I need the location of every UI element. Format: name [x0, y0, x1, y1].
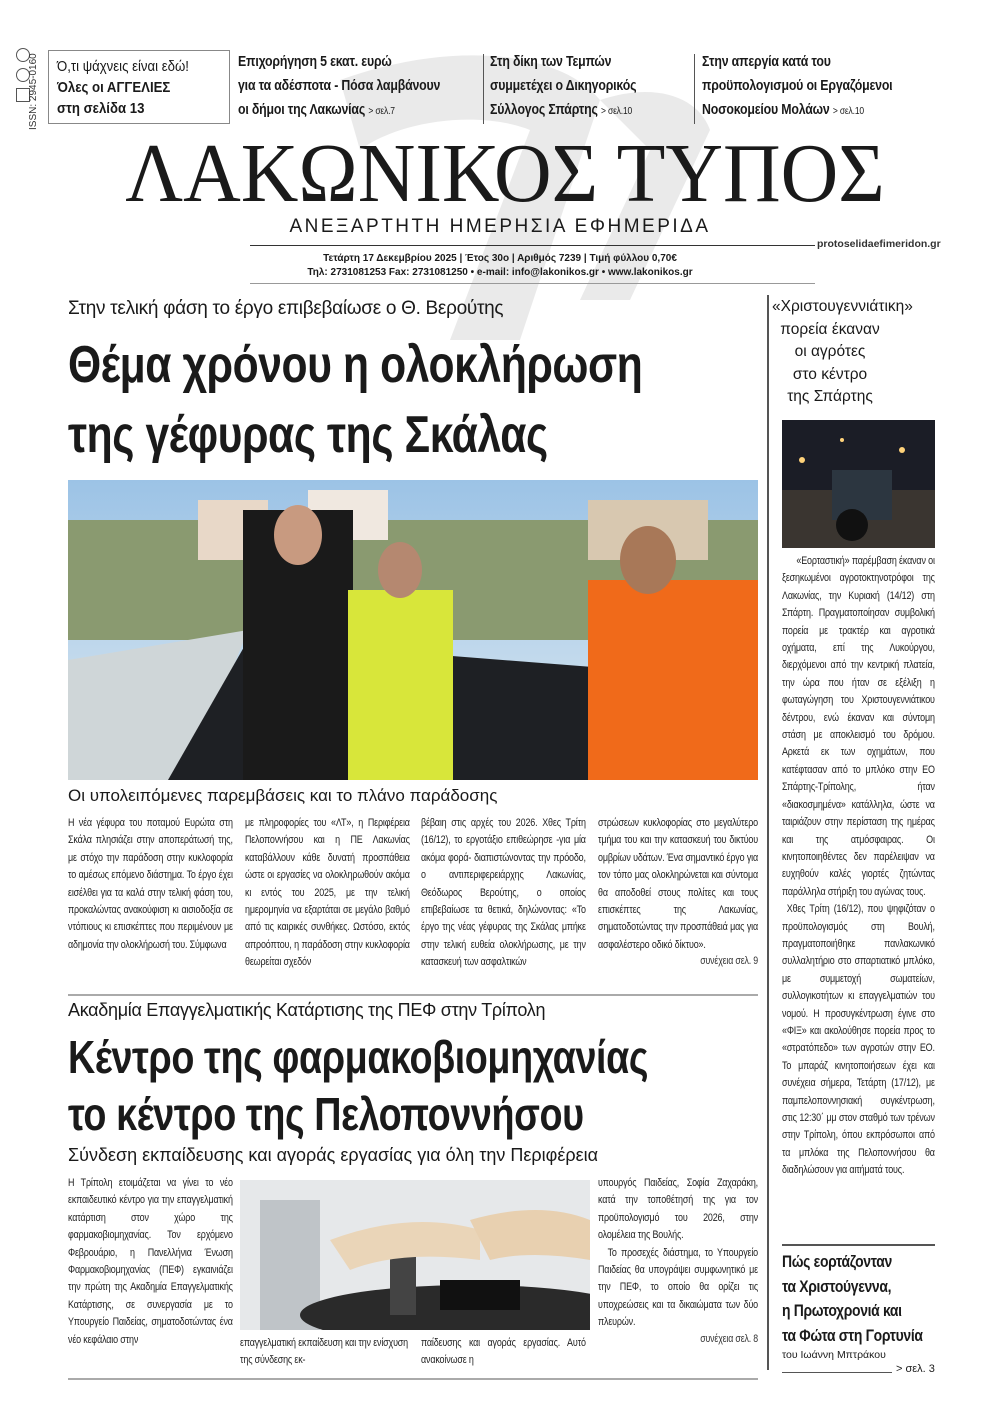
continued-link[interactable]: συνέχεια σελ. 9 [700, 955, 758, 968]
lead-headline-line[interactable]: Θέμα χρόνου η ολοκλήρωση [68, 336, 643, 394]
teaser-line: Στη δίκη των Τεμπών [490, 54, 612, 70]
headline-line: στο κέντρο [792, 365, 868, 383]
lead-subhead: Οι υπολειπόμενες παρεμβάσεις και το πλάνο παράδοσης [68, 786, 498, 805]
sidebar-headline[interactable] [772, 296, 913, 409]
bridge-photo [68, 480, 758, 780]
teaser-line: συμμετέχει ο Δικηγορικός [490, 78, 637, 94]
second-column [598, 1175, 758, 1347]
headline-line: οι αγρότες [794, 343, 866, 360]
paragraph: υπουργός Παιδείας, Σοφία Ζαχαράκη, κατά την τοποθέτησή της για τον προϋπολογισμό του 2026, στην ολομέλεια της Βουλής. [598, 1177, 758, 1242]
lead-column: Η νέα γέφυρα του ποταμού Ευρώτα στη Σκάλα πλησιάζει στην αποπεράτωσή της, με στόχο την παράδοση στην κυκλοφορία το αμέσως επόμενο διάστημα. Το έργο έχει εισέλθει για τα καλά στην τελική φάση του, προκαλώντας ανακούφιση κι αισιοδοξία σε ντόπιους κι επισκέπτες που περιμένουν με αδημονία την ολοκλήρωσή του. Σύμφωνα [68, 817, 233, 951]
headline-line: πορεία έκαναν [780, 320, 880, 338]
paragraph: στρώσεων κυκλοφορίας στο μεγαλύτερο τμήμα του και την κατασκευή του δικτύου ομβρίων υδάτων. Ένα σημαντικό έργο για τον τόπο μας ολοκληρώνεται και σύντομα θα αποδοθεί στους πολίτες και τους επισκέπτες της Λακωνίας, σηματοδοτώντας την προσπάθειά μας για ασφαλέστερο οδικό δίκτυο». [598, 817, 758, 951]
page-ref[interactable]: > σελ. 3 [896, 1363, 935, 1375]
lead-column: βέβαιη στις αρχές του 2026. Χθες Τρίτη (16/12), το εργοτάξιο επιθεώρησε -για μία ακόμα φορά- διαπιστώνοντας την πρόοδο, ο αντιπεριφερειάρχης Λακωνίας, Θεόδωρος Βερούτης, ο οποίος επιβεβαίωσε τα θετικά, δηλώνοντας: «Το έργο της νέας γέφυρας της Σκάλας μπήκε στην τελική ευθεία ολοκλήρωσης, με την κατασκευή των ασφαλτικών [421, 817, 586, 969]
teaser-line: για τα αδέσποτα - Πόσα λαμβάνουν [238, 78, 441, 94]
teaser-line: Νοσοκομείου Μολάων [702, 102, 830, 118]
sidebar-divider [767, 295, 769, 1370]
issue-info: Τετάρτη 17 Δεκεμβρίου 2025 | Έτος 30ο | Αριθμός 7239 | Τιμή φύλλου 0,70€ [323, 253, 677, 264]
dateline [230, 252, 770, 280]
sidebar-body [782, 553, 935, 1180]
page-ref: > σελ.10 [832, 106, 864, 117]
lead-column [598, 815, 758, 969]
teaser-tempi-trial[interactable] [490, 50, 695, 124]
divider [68, 1378, 758, 1380]
divider [782, 1372, 892, 1373]
lead-column: με πληροφορίες του «ΛΤ», η Περιφέρεια Πελοποννήσου και η ΠΕ Λακωνίας καταβάλλουν κάθε δυνατή προσπάθεια ώστε οι εργασίες να ολοκληρωθούν ακόμα κι εντός του 2025, με την τελική ημερομηνία να εξαρτάται σε μεγάλο βαθμό από τις καιρικές συνθήκες. Ωστόσο, εκτός απροόπτου, η παράδοση στην κυκλοφορία θεωρείται σχεδόν [245, 817, 410, 969]
issn-number: ISSN: 2945-0160 [28, 53, 39, 130]
teaser-line: Σύλλογος Σπάρτης [490, 102, 598, 118]
second-column: παίδευσης και αγοράς εργασίας. Αυτό ανακοίνωσε η [421, 1337, 586, 1367]
teaser-line: Επιχορήγηση 5 εκατ. ευρώ [238, 54, 392, 70]
teaser-stray-animals[interactable] [238, 50, 483, 124]
lab-photo [240, 1180, 590, 1330]
continued-link[interactable]: συνέχεια σελ. 8 [700, 1332, 758, 1345]
second-subhead: Σύνδεση εκπαίδευσης και αγοράς εργασίας για όλη την Περιφέρεια [68, 1145, 599, 1165]
headline-line: Πώς εορτάζονταν [782, 1252, 892, 1271]
headline-line: τα Χριστούγεννα, [782, 1276, 892, 1296]
classifieds-promo[interactable] [48, 50, 230, 124]
tagline: ΑΝΕΞΑΡΤΗΤΗ ΗΜΕΡΗΣΙΑ ΕΦΗΜΕΡΙΔΑ [289, 216, 711, 237]
contact-info: Τηλ: 2731081253 Fax: 2731081250 • e-mail: info@lakonikos.gr • www.lakonikos.gr [307, 267, 693, 278]
tractor-protest-photo [782, 420, 935, 548]
second-headline-line[interactable]: το κέντρο της Πελοποννήσου [68, 1088, 584, 1140]
lead-kicker: Στην τελική φάση το έργο επιβεβαίωσε ο Θ. Βερούτης [68, 298, 504, 319]
teaser-line: οι δήμοι της Λακωνίας [238, 102, 366, 118]
issn-block [14, 46, 44, 130]
headline-line: «Χριστουγεννιάτικη» [772, 298, 913, 315]
headline-line: τα Φώτα στη Γορτυνία [782, 1325, 923, 1345]
paragraph: «Εορταστική» παρέμβαση έκαναν οι ξεσηκωμένοι αγροτοκτηνοτρόφοι της Λακωνίας, την Κυριακή (14/12) στη Σπάρτη. Πραγματοποίησαν συμβολική πορεία με τρακτέρ και αγροτικά οχήματα, επί της Λυκούργου, διερχόμενοι από την κεντρική πλατεία, την ώρα που ήταν σε εξέλιξη η φωταγώγηση του Χριστουγεννιάτικου δέντρου, ενώ έκαναν και σύντομη στάση με αποκλεισμό του δρόμου. Αρκετά εκ των οχημάτων, που κατέφτασαν από το μπλόκο στην ΕΟ Σπάρτης-Τρίπολης, ήταν «διακοσμημένα» κατάλληλα, ώστε να ταιριάζουν στην περίσταση της ημέρας και της ατμόσφαιρας. Οι κινητοποιηθέντες δεν παρέλειψαν να ευχηθούν καλές γιορτές ζητώντας παράλληλα στήριξη του αγώνας τους. [782, 555, 935, 898]
divider [694, 54, 695, 124]
second-column: επαγγελματική εκπαίδευση και την ενίσχυση της σύνδεσης εκ- [240, 1337, 408, 1367]
second-kicker: Ακαδημία Επαγγελματικής Κατάρτισης της ΠΕΦ στην Τρίπολη [68, 1000, 546, 1020]
newspaper-title: ΛΑΚΩΝΙΚΟΣ ΤΥΠΟΣ [125, 127, 885, 220]
promo-line: στη σελίδα 13 [57, 100, 145, 117]
gortynia-headline[interactable] [782, 1250, 942, 1348]
headline-line: η Πρωτοχρονιά και [782, 1301, 902, 1320]
paragraph: Το προσεχές διάστημα, το Υπουργείο Παιδείας θα υπογράψει συμφωνητικό με την ΠΕΦ, το οποίο θα ορίζει τις υποχρεώσεις και τα δικαιώματα των δύο πλευρών. [598, 1246, 758, 1329]
page-ref: > σελ.7 [368, 106, 395, 117]
teaser-molaoi-strike[interactable] [702, 50, 942, 124]
paragraph: Χθες Τρίτη (16/12), που ψηφιζόταν ο προϋπολογισμός στη Βουλή, πραγματοποιήθηκε πανλακωνικό συλλαλητήριο στο σπαρτιατικό μπλόκο, με συμμετοχή σωματείων, συλλογικοτήτων κι επαγγελματιών του νομού. Η προσυγκέντρωση έγινε στο «ΦΙΞ» και ακολούθησε πορεία προς το «στρατόπεδο» των αγροτών στην ΕΟ. Το μπαράζ κινητοποιήσεων έχει και συνέχεια σήμερα, Τετάρτη (17/12), με παμπελοποννησιακή συγκέντρωση, στις 12:30΄ μμ στον σταθμό των τρένων στην Τρίπολη, όπου εκπρόσωποι από τα μπλόκα της Πελοποννήσου θα διαδηλώσουν για αιτήματά τους. [782, 903, 935, 1177]
promo-line: Όλες οι ΑΓΓΕΛΙΕΣ [57, 79, 171, 96]
divider [782, 1244, 935, 1246]
page-ref: > σελ.10 [601, 106, 633, 117]
divider [250, 283, 815, 284]
promo-line: Ό,τι ψάχνεις είναι εδώ! [57, 58, 189, 75]
second-headline-line[interactable]: Κέντρο της φαρμακοβιομηχανίας [68, 1031, 649, 1083]
divider [68, 994, 758, 996]
headline-line: της Σπάρτης [787, 388, 873, 405]
divider [250, 245, 815, 246]
second-column: Η Τρίπολη ετοιμάζεται να γίνει το νέο εκπαιδευτικό κέντρο για την επαγγελματική κατάρτιση στον χώρο της φαρμακοβιομηχανίας. Τον ερχόμενο Φεβρουάριο, η Πανελλήνια Ένωση Φαρμακοβιομηχανίας (ΠΕΦ) εγκαινιάζει την πρώτη της Ακαδημία Επαγγελματικής Κατάρτισης, σε συνεργασία με το Υπουργείο Παιδείας, σηματοδοτώντας ένα νέο κεφάλαιο στην [68, 1177, 233, 1346]
lead-headline-line[interactable]: της γέφυρας της Σκάλας [68, 406, 548, 464]
teaser-line: Στην απεργία κατά του [702, 54, 831, 70]
teaser-line: προϋπολογισμού οι Εργαζόμενοι [702, 78, 893, 94]
source-label: protoselidaefimeridon.gr [817, 238, 941, 250]
divider [483, 54, 484, 124]
byline: του Ιωάννη Μπτράκου [782, 1349, 886, 1361]
